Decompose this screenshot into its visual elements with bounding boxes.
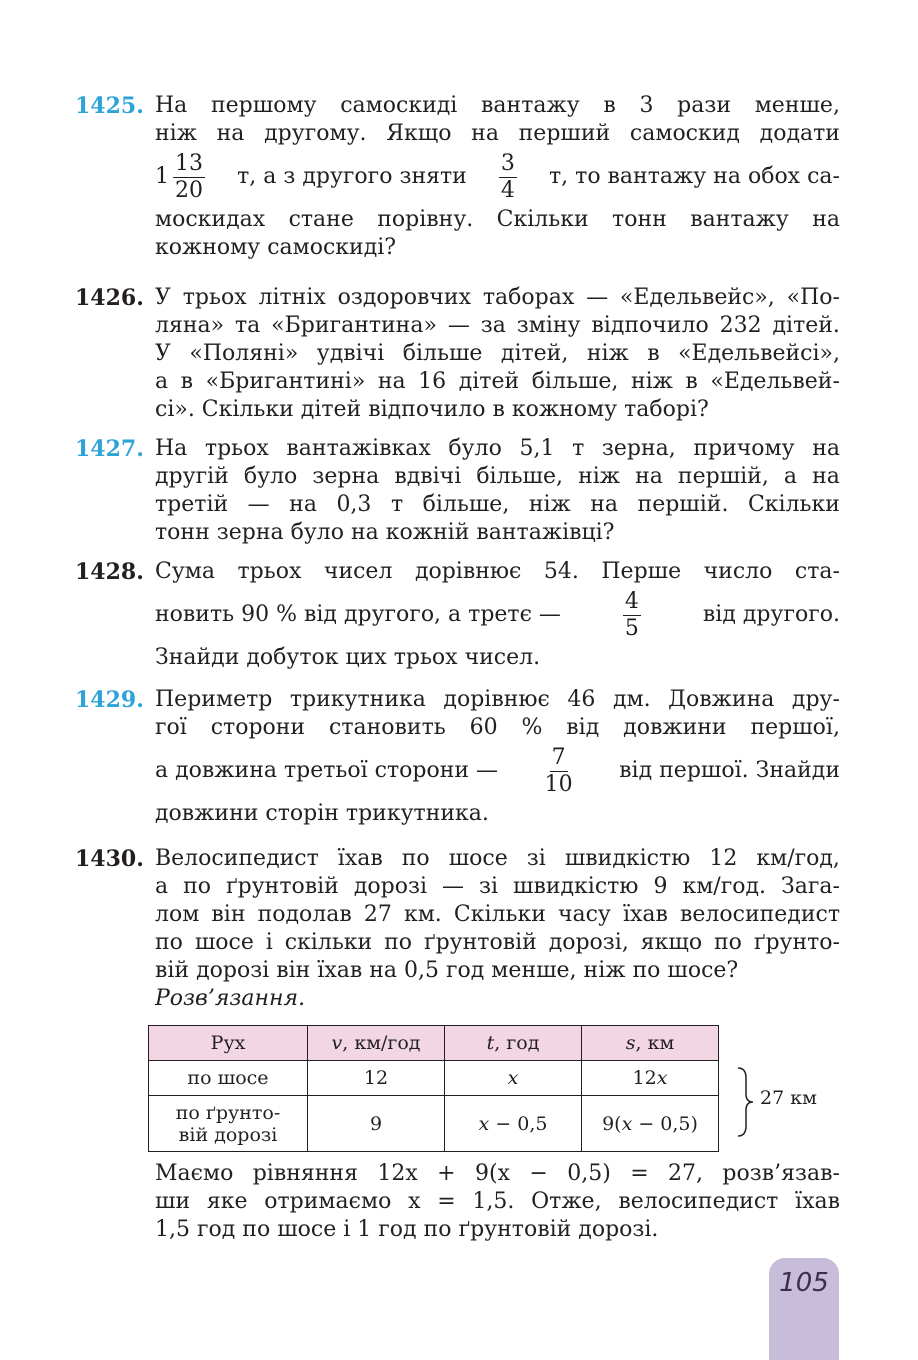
word: на: [812, 207, 840, 232]
word: ніж: [630, 369, 673, 394]
page-number-tab: [769, 1258, 839, 1360]
word: =: [630, 1161, 649, 1186]
word: дм.: [612, 687, 651, 712]
table-cell: 12x: [582, 1061, 719, 1096]
word: Скільки: [453, 902, 546, 927]
word: Перше: [601, 559, 682, 584]
word: 9(x: [475, 1161, 510, 1186]
word: становить: [329, 715, 446, 740]
word: На: [155, 436, 188, 461]
word: т: [572, 436, 585, 461]
text-line: [155, 845, 840, 873]
table-header: [149, 1026, 308, 1061]
word: Маємо: [155, 1161, 234, 1186]
word: зі: [526, 846, 546, 871]
word: «Едельвей-: [710, 369, 840, 394]
word: 46: [567, 687, 596, 712]
curly-brace-icon: [736, 1066, 756, 1138]
word: Скільки: [747, 492, 840, 517]
word: по: [401, 846, 430, 871]
word: —: [586, 285, 609, 310]
word: рази: [677, 93, 731, 118]
word: скільки: [284, 930, 373, 955]
text-line: [155, 120, 840, 148]
word: 1,5.: [472, 1189, 515, 1214]
word: шосе: [194, 930, 254, 955]
word: Якщо: [386, 121, 452, 146]
line-text: від першої. Знайди: [619, 758, 840, 783]
word: 0,5): [567, 1161, 611, 1186]
word: було: [448, 436, 502, 461]
word: велосипедист: [618, 1189, 779, 1214]
word: +: [437, 1161, 456, 1186]
problem-number: 1429.: [75, 687, 144, 713]
word: першій.: [637, 492, 729, 517]
fraction-numerator: 7: [551, 744, 566, 770]
word: «Бригантина»: [271, 313, 437, 338]
word: На: [155, 93, 188, 118]
word: км/год,: [756, 846, 840, 871]
text-line: [155, 714, 840, 742]
word: зі: [478, 874, 498, 899]
word: більше: [402, 341, 483, 366]
fraction: [173, 151, 205, 204]
table-row: [149, 1061, 719, 1096]
word: самоскиді: [340, 93, 458, 118]
word: більше,: [422, 492, 510, 517]
word: —: [247, 492, 270, 517]
problem-number: 1430.: [75, 846, 144, 872]
page-number: 105: [779, 1268, 829, 1298]
problem-number: 1426.: [75, 285, 144, 311]
word: −: [529, 1161, 548, 1186]
word: від: [566, 715, 600, 740]
fraction: [623, 589, 641, 642]
word: км.: [403, 902, 442, 927]
word: 60: [469, 715, 498, 740]
line-text: т, а з другого зняти: [237, 164, 467, 189]
word: x: [408, 1189, 421, 1214]
word: ши: [155, 1189, 191, 1214]
word: ґрунтовій: [423, 930, 537, 955]
word: число: [703, 559, 773, 584]
mixed-whole: 1: [155, 164, 169, 189]
text-line: [155, 340, 840, 368]
word: на: [812, 464, 840, 489]
table-header: [582, 1026, 719, 1061]
word: 232: [719, 313, 762, 338]
word: зерна: [312, 464, 380, 489]
text-line: [155, 284, 840, 312]
table-cell: x: [445, 1061, 582, 1096]
word: часу: [557, 902, 611, 927]
word: оздоровчих: [337, 285, 471, 310]
word: а: [783, 464, 798, 489]
solution-label-line: [155, 985, 840, 1013]
word: 3: [639, 93, 654, 118]
word: вантажу: [690, 207, 789, 232]
fraction-numerator: 13: [175, 150, 203, 176]
text-line: [155, 644, 840, 672]
word: 12x: [377, 1161, 418, 1186]
line-text: новить 90 % від другого, а третє —: [155, 602, 561, 627]
word: їхав: [795, 1189, 840, 1214]
text-line: [155, 463, 840, 491]
word: велосипедист: [680, 902, 840, 927]
header-text: , км/год: [342, 1032, 421, 1054]
word: У: [155, 341, 171, 366]
word: трьох: [237, 559, 302, 584]
word: 12: [709, 846, 738, 871]
word: таборах: [482, 285, 575, 310]
word: «По-: [786, 285, 840, 310]
word: стане: [288, 207, 354, 232]
word: км/год.: [682, 874, 767, 899]
line-text: т, то вантажу на обох са-: [548, 164, 840, 189]
fraction-numerator: 3: [500, 150, 515, 176]
word: швидкістю: [564, 846, 691, 871]
fraction-denominator: 4: [500, 177, 515, 203]
text-line: [155, 491, 840, 519]
word: їхав: [622, 902, 668, 927]
word: по: [155, 930, 183, 955]
word: дітей: [458, 369, 520, 394]
word: по: [183, 874, 212, 899]
word: дорозі,: [548, 930, 629, 955]
line-text: Знайди добуток цих трьох чисел.: [155, 645, 541, 670]
word: 5,1: [519, 436, 555, 461]
table-cell: по ґрунто- вій дорозі: [149, 1096, 308, 1152]
word: —: [441, 874, 464, 899]
word: дітей.: [772, 313, 840, 338]
word: другій: [155, 464, 229, 489]
word: Велосипедист: [155, 846, 319, 871]
word: по: [713, 930, 742, 955]
word: рівняння: [252, 1161, 358, 1186]
word: 9: [653, 874, 668, 899]
header-text: s: [625, 1032, 636, 1054]
word: ніж: [155, 121, 197, 146]
word: —: [447, 313, 470, 338]
text-line: [155, 558, 840, 586]
word: їхав: [337, 846, 383, 871]
word: лом: [155, 902, 200, 927]
word: чисел: [323, 559, 393, 584]
word: Скільки: [496, 207, 589, 232]
header-text: v: [331, 1032, 343, 1054]
word: отримаємо: [264, 1189, 392, 1214]
word: ґрунто-: [753, 930, 840, 955]
word: по: [384, 930, 413, 955]
word: більше,: [531, 369, 619, 394]
table-cell: x − 0,5: [445, 1096, 582, 1152]
word: на: [812, 436, 840, 461]
fraction-numerator: 4: [624, 588, 639, 614]
text-line: [155, 1216, 840, 1244]
word: на: [216, 121, 245, 146]
word: а: [155, 369, 169, 394]
word: 27,: [668, 1161, 704, 1186]
brace-label: 27 км: [760, 1087, 817, 1109]
word: 0,3: [336, 492, 372, 517]
word: Отже,: [531, 1189, 602, 1214]
word: вантажу: [481, 93, 580, 118]
word: на: [635, 464, 663, 489]
word: ніж: [578, 464, 621, 489]
table-header-row: [149, 1026, 719, 1061]
word: У: [155, 285, 171, 310]
solution-label: Розв’язання.: [155, 986, 306, 1011]
word: дорівнює: [443, 687, 550, 712]
fraction-line: [155, 742, 840, 800]
fraction: [499, 151, 517, 204]
text-line: [155, 368, 840, 396]
table-cell: 9(x − 0,5): [582, 1096, 719, 1152]
word: удвічі: [316, 341, 385, 366]
word: гої: [155, 715, 187, 740]
word: Зага-: [781, 874, 840, 899]
word: було: [243, 464, 298, 489]
word: другому.: [264, 121, 367, 146]
word: вдвічі: [394, 464, 462, 489]
word: швидкістю: [512, 874, 639, 899]
word: вантажівках: [286, 436, 431, 461]
word: трьох: [182, 285, 247, 310]
word: на: [590, 492, 619, 517]
word: зерна,: [601, 436, 676, 461]
word: першої,: [750, 715, 840, 740]
word: а: [155, 874, 169, 899]
text-line: [155, 1188, 840, 1216]
table-cell: 9: [308, 1096, 445, 1152]
header-text: , год: [494, 1032, 540, 1054]
word: «Бригантині»: [205, 369, 366, 394]
line-text: сі». Скільки дітей відпочило в кожному таборі?: [155, 397, 709, 422]
solution-table: [148, 1025, 719, 1152]
word: на: [471, 121, 499, 146]
word: «Поляні»: [189, 341, 299, 366]
line-text: довжини сторін трикутника.: [155, 801, 489, 826]
word: 27: [363, 902, 392, 927]
word: трьох: [204, 436, 269, 461]
conclusion: [155, 1160, 840, 1244]
text-line: [155, 800, 840, 828]
word: за: [480, 313, 506, 338]
word: «Едельвейс»,: [619, 285, 775, 310]
word: ляна»: [155, 313, 225, 338]
table-header: [445, 1026, 582, 1061]
word: Сума: [155, 559, 216, 584]
word: першій,: [677, 464, 769, 489]
text-line: [155, 519, 840, 547]
word: трикутника: [289, 687, 426, 712]
text-line: [155, 957, 840, 985]
problem-number: 1427.: [75, 436, 144, 462]
table-cell: по шосе: [149, 1061, 308, 1096]
word: більше,: [476, 464, 564, 489]
word: яке: [206, 1189, 248, 1214]
line-text: а довжина третьої сторони —: [155, 758, 499, 783]
text-line: [155, 929, 840, 957]
text-line: [155, 873, 840, 901]
fraction-line: [155, 148, 840, 206]
table-header: [308, 1026, 445, 1061]
word: в: [685, 369, 698, 394]
fraction-denominator: 5: [624, 615, 639, 641]
word: він: [211, 902, 246, 927]
line-text: від другого.: [702, 602, 840, 627]
word: %: [521, 715, 543, 740]
fraction-denominator: 10: [544, 771, 573, 797]
word: і: [265, 930, 273, 955]
table-cell: 12: [308, 1061, 445, 1096]
word: на: [377, 369, 406, 394]
text-line: [155, 396, 840, 424]
text-line: [155, 686, 840, 714]
word: першому: [211, 93, 317, 118]
word: відпочило: [591, 313, 709, 338]
text-line: [155, 435, 840, 463]
word: перший: [518, 121, 611, 146]
word: москидах: [155, 207, 266, 232]
word: порівну.: [377, 207, 474, 232]
word: =: [437, 1189, 456, 1214]
word: в: [647, 341, 660, 366]
word: ста-: [794, 559, 840, 584]
word: т: [390, 492, 404, 517]
fraction-line: [155, 586, 840, 644]
word: дорозі: [353, 874, 427, 899]
line-text: тонн зерна було на кожній вантажівці?: [155, 520, 615, 545]
word: в: [603, 93, 616, 118]
word: 54.: [543, 559, 579, 584]
text-line: [155, 312, 840, 340]
word: ґрунтовій: [226, 874, 339, 899]
word: на: [289, 492, 317, 517]
line-text: вій дорозі він їхав на 0,5 год менше, ніж по шосе?: [155, 958, 739, 983]
word: розв’язав-: [722, 1161, 840, 1186]
mixed-number: [155, 151, 209, 204]
header-text: t: [486, 1032, 495, 1054]
word: довжини: [623, 715, 727, 740]
text-line: [155, 206, 840, 234]
table-row: [149, 1096, 719, 1152]
word: тонн: [612, 207, 667, 232]
word: «Едельвейсі»,: [678, 341, 840, 366]
word: третій: [155, 492, 229, 517]
word: Довжина: [668, 687, 775, 712]
text-line: [155, 234, 840, 262]
word: менше,: [754, 93, 840, 118]
word: Периметр: [155, 687, 273, 712]
header-text: , км: [635, 1032, 675, 1054]
word: ніж: [528, 492, 571, 517]
word: якщо: [640, 930, 703, 955]
word: подолав: [257, 902, 352, 927]
word: літніх: [258, 285, 326, 310]
fraction: [543, 745, 575, 798]
word: шосе: [448, 846, 508, 871]
word: 16: [418, 369, 447, 394]
fraction-denominator: 20: [175, 177, 203, 203]
header-text: Рух: [210, 1032, 246, 1054]
problem-number: 1425.: [75, 93, 144, 119]
word: сторони: [210, 715, 306, 740]
word: ніж: [586, 341, 629, 366]
word: в: [180, 369, 194, 394]
word: самоскид: [629, 121, 740, 146]
line-text: кожному самоскиді?: [155, 235, 397, 260]
word: зміну: [516, 313, 581, 338]
line-text: 1,5 год по шосе і 1 год по ґрунтовій дорозі.: [155, 1217, 659, 1242]
text-line: [155, 1160, 840, 1188]
word: та: [234, 313, 261, 338]
text-line: [155, 92, 840, 120]
problem-number: 1428.: [75, 559, 144, 585]
word: додати: [759, 121, 840, 146]
word: причому: [693, 436, 795, 461]
text-line: [155, 901, 840, 929]
word: дру-: [791, 687, 840, 712]
word: дітей,: [500, 341, 569, 366]
word: дорівнює: [414, 559, 522, 584]
